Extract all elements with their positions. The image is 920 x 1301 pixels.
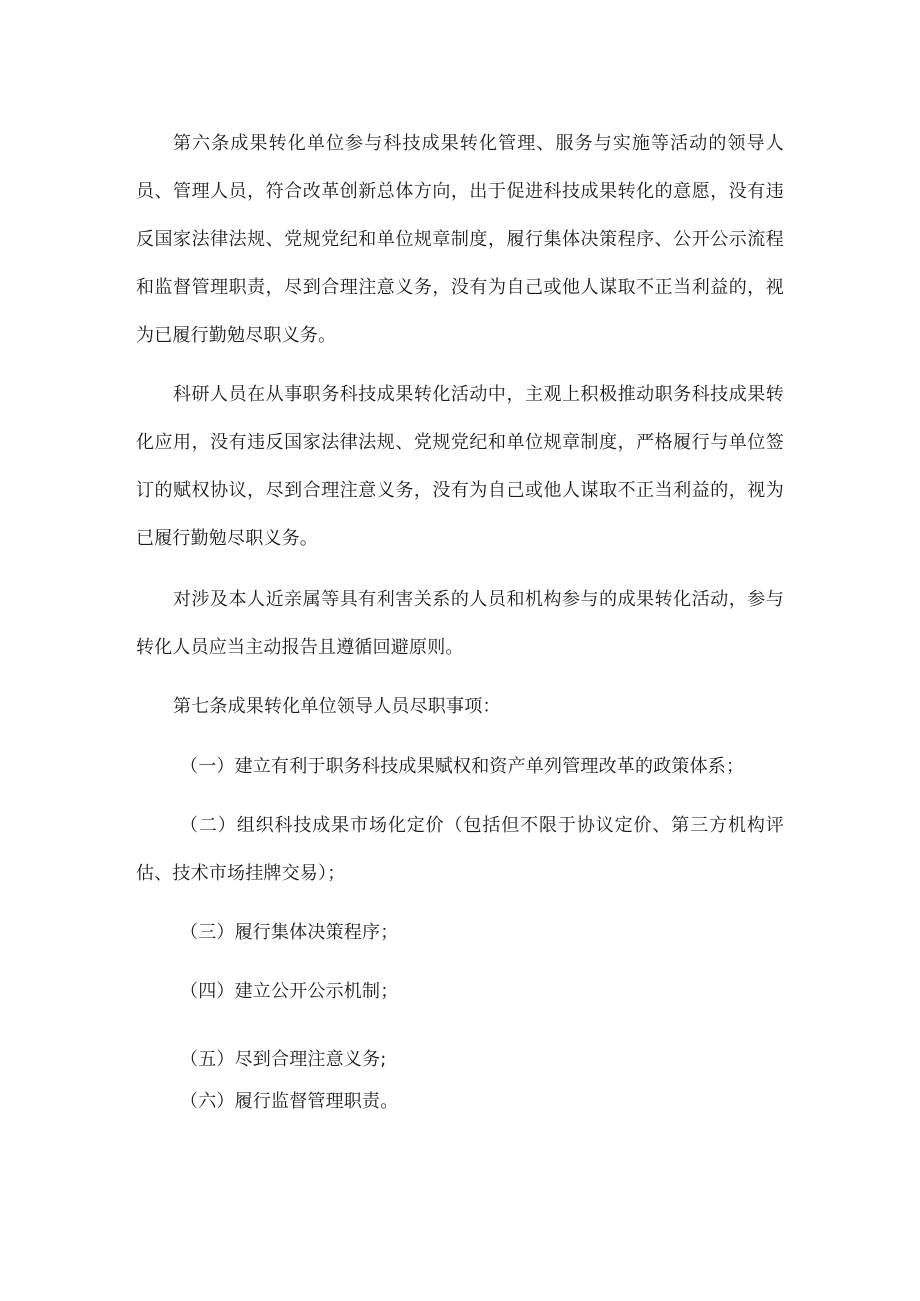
article-6-researchers-paragraph: 科研人员在从事职务科技成果转化活动中，主观上积极推动职务科技成果转化应用，没有违反国家法律法规、党规党纪和单位规章制度，严格履行与单位签订的赋权协议，尽到合理注意义务，没有为自己或他人谋取不正当利益的，视为已履行勤勉尽职义务。 [136,384,784,549]
article-6-leaders-paragraph: 第六条成果转化单位参与科技成果转化管理、服务与实施等活动的领导人员、管理人员，符合改革创新总体方向，出于促进科技成果转化的意愿，没有违反国家法律法规、党规党纪和单位规章制度，履行集体决策程序、公开公示流程和监督管理职责，尽到合理注意义务，没有为自己或他人谋取不正当利益的，视为已履行勤勉尽职义务。 [136,133,784,346]
article-6-avoidance-paragraph: 对涉及本人近亲属等具有利害关系的人员和机构参与的成果转化活动，参与转化人员应当主动报告且遵循回避原则。 [136,589,784,658]
article-7-item-2: （二）组织科技成果市场化定价（包括但不限于协议定价、第三方机构评估、技术市场挂牌交易）； [136,815,784,884]
article-7-item-6: （六）履行监督管理职责。 [180,1091,399,1112]
article-7-item-3: （三）履行集体决策程序； [180,922,399,943]
article-7-item-5: （五）尽到合理注意义务; [180,1049,387,1070]
article-7-item-4: （四）建立公开公示机制； [180,981,399,1002]
article-7-item-1: （一）建立有利于职务科技成果赋权和资产单列管理改革的政策体系； [180,756,745,777]
article-7-heading: 第七条成果转化单位领导人员尽职事项： [173,696,501,717]
